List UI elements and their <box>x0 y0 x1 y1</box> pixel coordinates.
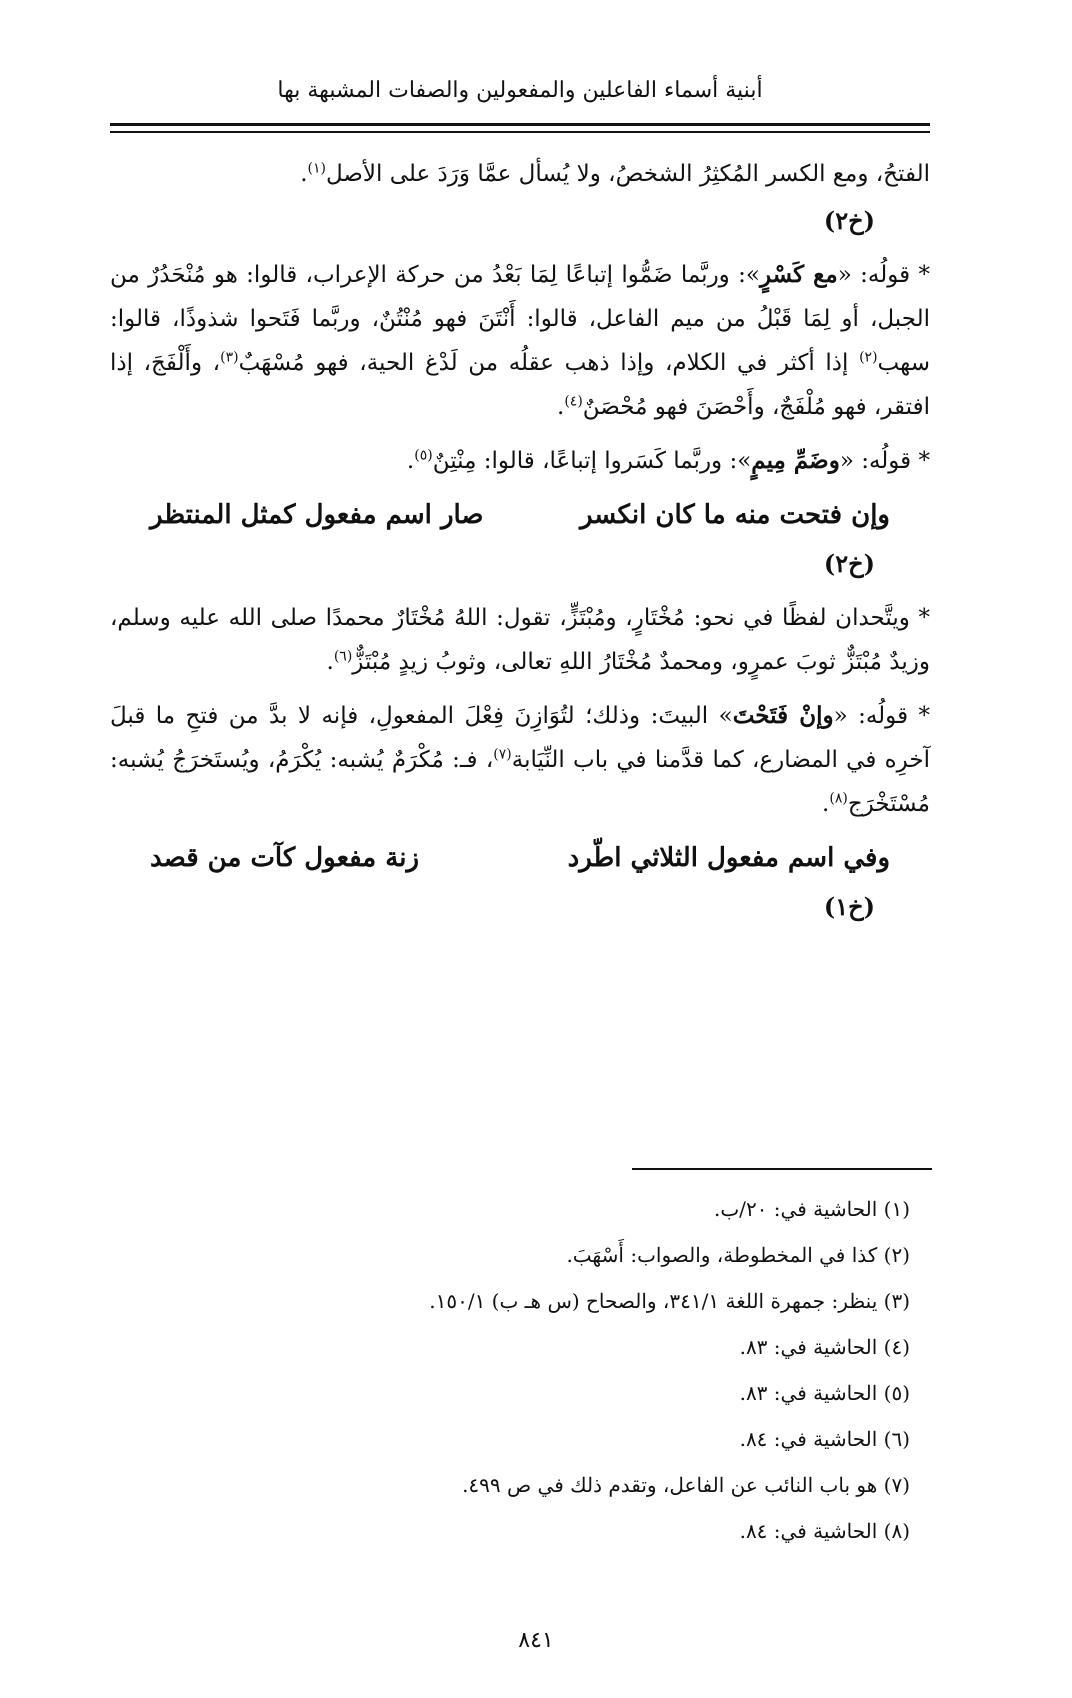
footnote-ref-7: (٧) <box>493 746 512 763</box>
verse-hemistich-first: وإن فتحت منه ما كان انكسر <box>579 500 890 530</box>
manuscript-tag: (خ٢) <box>823 549 875 578</box>
verse-hemistich-second: صار اسم مفعول كمثل المنتظر <box>150 500 484 530</box>
footnote: (٦) الحاشية في: ٨٤. <box>739 1427 910 1451</box>
footnote-divider <box>632 1168 932 1170</box>
main-text <box>110 152 930 939</box>
footnotes <box>110 1186 930 1554</box>
footnote: (٤) الحاشية في: ٨٣. <box>739 1335 910 1359</box>
verse-line <box>110 493 930 537</box>
footnote: (١) الحاشية في: ٢٠/ب. <box>714 1197 910 1221</box>
manuscript-tag: (خ١) <box>823 892 875 921</box>
paragraph-5: * قولُه: «وإنْ فَتَحْتَ» البيتَ: وذلك؛ لتُوَازِنَ فِعْلَ المفعولِ، فإنه لا بدَّ من فتحِ ما قبلَ آخرِه في المضارع، كما قدَّمنا في باب النِّيَابة$^{(٧)}$، فـ: مُكْرَمٌ يُشبه: يُكْرَمُ، ويُستَخرَجُ يُشبه: مُسْتَخْرَج$^{(٨)}$. <box>110 702 930 817</box>
quoted-term: وإنْ فَتَحْتَ <box>732 702 834 729</box>
footnote-ref-2: (٢) <box>859 349 878 366</box>
footnote-ref-4: (٤) <box>564 393 583 410</box>
footnote: (٣) ينظر: جمهرة اللغة ٣٤١/١، والصحاح (س هـ ب) ١٥٠/١. <box>429 1289 910 1313</box>
verse-hemistich-second: زنة مفعول كآت من قصد <box>150 843 420 873</box>
footnote-ref-1: (١) <box>307 160 326 177</box>
verse-hemistich-first: وفي اسم مفعول الثلاثي اطّرد <box>567 843 890 873</box>
paragraph-2: * قولُه: «مع كَسْرٍ»: وربَّما ضَمُّوا إتباعًا لِمَا بَعْدُ من حركة الإعراب، قالوا: هو مُنْحَدُرٌ من الجبل، أو لِمَا قَبْلُ من ميم الفاعل، قالوا: أَنْتَنَ فهو مُنْتُنٌ، وربَّما فَتَحوا شذوذًا، قالوا: سهب$^{(٢)}$ إذا أكثر في الكلام، وإذا ذهب عقلُه من لَدْغ الحية، فهو مُسْهَبٌ$^{(٣)}$، وأَلْفَجَ، إذا افتقر، فهو مُلْفَجٌ، وأَحْصَنَ فهو مُحْصَنٌ$^{(٤)}$. <box>110 261 930 420</box>
header-rule-thin <box>110 131 930 133</box>
quoted-term: مع كَسْرٍ <box>759 261 838 288</box>
footnote-ref-8: (٨) <box>829 790 848 807</box>
page-number: ٨٤١ <box>518 1628 554 1653</box>
footnote: (٢) كذا في المخطوطة، والصواب: أَسْهَبَ. <box>566 1243 910 1267</box>
header-rule-thick <box>110 123 930 126</box>
footnote-ref-5: (٥) <box>414 447 433 464</box>
running-header: أبنية أسماء الفاعلين والمفعولين والصفات المشبهة بها <box>277 78 763 103</box>
paragraph-1: الفتحُ، ومع الكسر المُكثِرُ الشخصُ، ولا يُسأل عمَّا وَرَدَ على الأصل$^{(١)}$. <box>300 160 930 187</box>
footnote: (٨) الحاشية في: ٨٤. <box>739 1519 910 1543</box>
manuscript-tag: (خ٢) <box>823 206 875 235</box>
quoted-term: وضَمِّ مِيمٍ <box>751 447 840 474</box>
paragraph-3: * قولُه: «وضَمِّ مِيمٍ»: وربَّما كَسَروا إتباعًا، قالوا: مِنْتِنٌ$^{(٥)}$. <box>406 447 930 474</box>
footnote: (٥) الحاشية في: ٨٣. <box>739 1381 910 1405</box>
verse-line <box>110 836 930 880</box>
footnote-ref-3: (٣) <box>220 349 239 366</box>
paragraph-4: * ويتَّحدان لفظًا في نحو: مُخْتَارٍ، ومُبْتَزٍّ، تقول: اللهُ مُخْتَارٌ محمدًا صلى الله عليه وسلم، وزيدٌ مُبْتَزٌّ ثوبَ عمرٍو، ومحمدٌ مُخْتَارُ اللهِ تعالى، وثوبُ زيدٍ مُبْتَزٌّ$^{(٦)}$. <box>110 605 930 675</box>
footnote: (٧) هو باب النائب عن الفاعل، وتقدم ذلك في ص ٤٩٩. <box>462 1473 910 1497</box>
footnote-ref-6: (٦) <box>333 648 353 665</box>
